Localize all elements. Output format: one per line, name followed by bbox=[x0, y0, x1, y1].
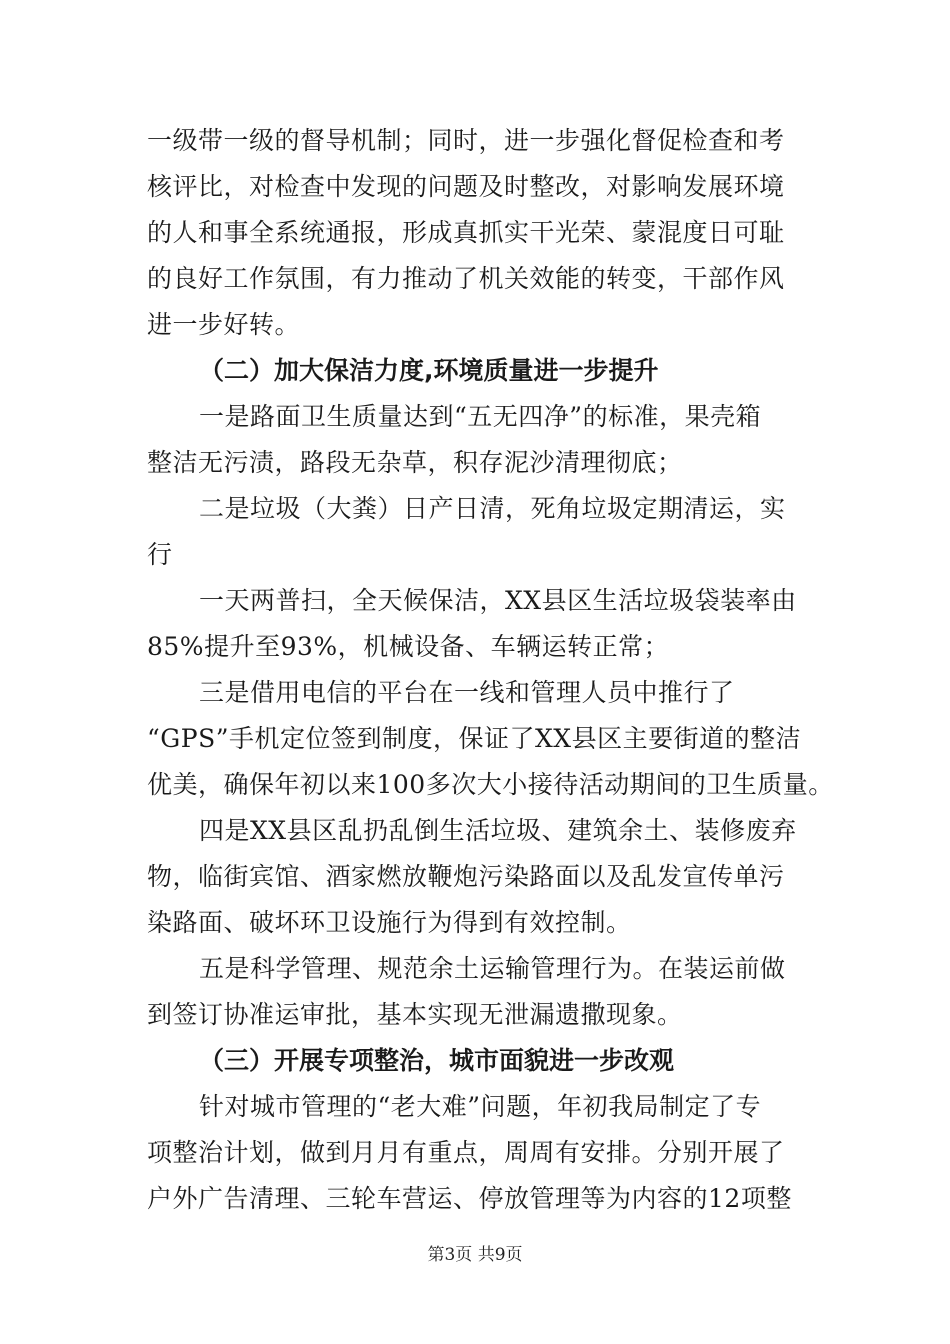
text-line: 物，临街宾馆、酒家燃放鞭炮污染路面以及乱发宣传单污 bbox=[147, 862, 785, 891]
text-line: 行 bbox=[147, 540, 173, 569]
text-line: 三是借用电信的平台在一线和管理人员中推行了 bbox=[199, 678, 735, 707]
text-line: 85%提升至93%，机械设备、车辆运转正常； bbox=[147, 632, 670, 661]
text-line: 核评比，对检查中发现的问题及时整改，对影响发展环境 bbox=[147, 172, 785, 201]
text-line: 项整治计划，做到月月有重点，周周有安排。分别开展了 bbox=[147, 1138, 785, 1167]
text-line: 的人和事全系统通报，形成真抓实干光荣、蒙混度日可耻 bbox=[147, 218, 785, 247]
section-heading: （三）开展专项整治，城市面貌进一步改观 bbox=[199, 1046, 675, 1075]
text-line: 染路面、破坏环卫设施行为得到有效控制。 bbox=[147, 908, 632, 937]
text-line: 一级带一级的督导机制；同时，进一步强化督促检查和考 bbox=[147, 126, 785, 155]
text-line: 进一步好转。 bbox=[147, 310, 301, 339]
text-line: “GPS”手机定位签到制度，保证了XX县区主要街道的整洁 bbox=[147, 724, 802, 753]
text-line: 一是路面卫生质量达到“五无四净”的标准，果壳箱 bbox=[199, 402, 762, 431]
text-line: 整洁无污渍，路段无杂草，积存泥沙清理彻底； bbox=[147, 448, 683, 477]
text-line: 四是XX县区乱扔乱倒生活垃圾、建筑余土、装修废弃 bbox=[199, 816, 797, 845]
text-line: 针对城市管理的“老大难”问题，年初我局制定了专 bbox=[199, 1092, 762, 1121]
text-line: 户外广告清理、三轮车营运、停放管理等为内容的12项整 bbox=[147, 1184, 792, 1213]
text-line: 优美，确保年初以来100多次大小接待活动期间的卫生质量。 bbox=[147, 770, 834, 799]
text-line: 一天两普扫，全天候保洁，XX县区生活垃圾袋装率由 bbox=[199, 586, 797, 615]
text-line: 到签订协准运审批，基本实现无泄漏遗撒现象。 bbox=[147, 1000, 683, 1029]
text-line: 二是垃圾（大粪）日产日清，死角垃圾定期清运，实 bbox=[199, 494, 786, 523]
section-heading: （二）加大保洁力度,环境质量进一步提升 bbox=[199, 356, 659, 385]
text-line: 的良好工作氛围，有力推动了机关效能的转变，干部作风 bbox=[147, 264, 785, 293]
text-line: 五是科学管理、规范余土运输管理行为。在装运前做 bbox=[199, 954, 786, 983]
page-number-footer: 第3页 共9页 bbox=[427, 1245, 523, 1265]
document-body bbox=[147, 118, 834, 1222]
